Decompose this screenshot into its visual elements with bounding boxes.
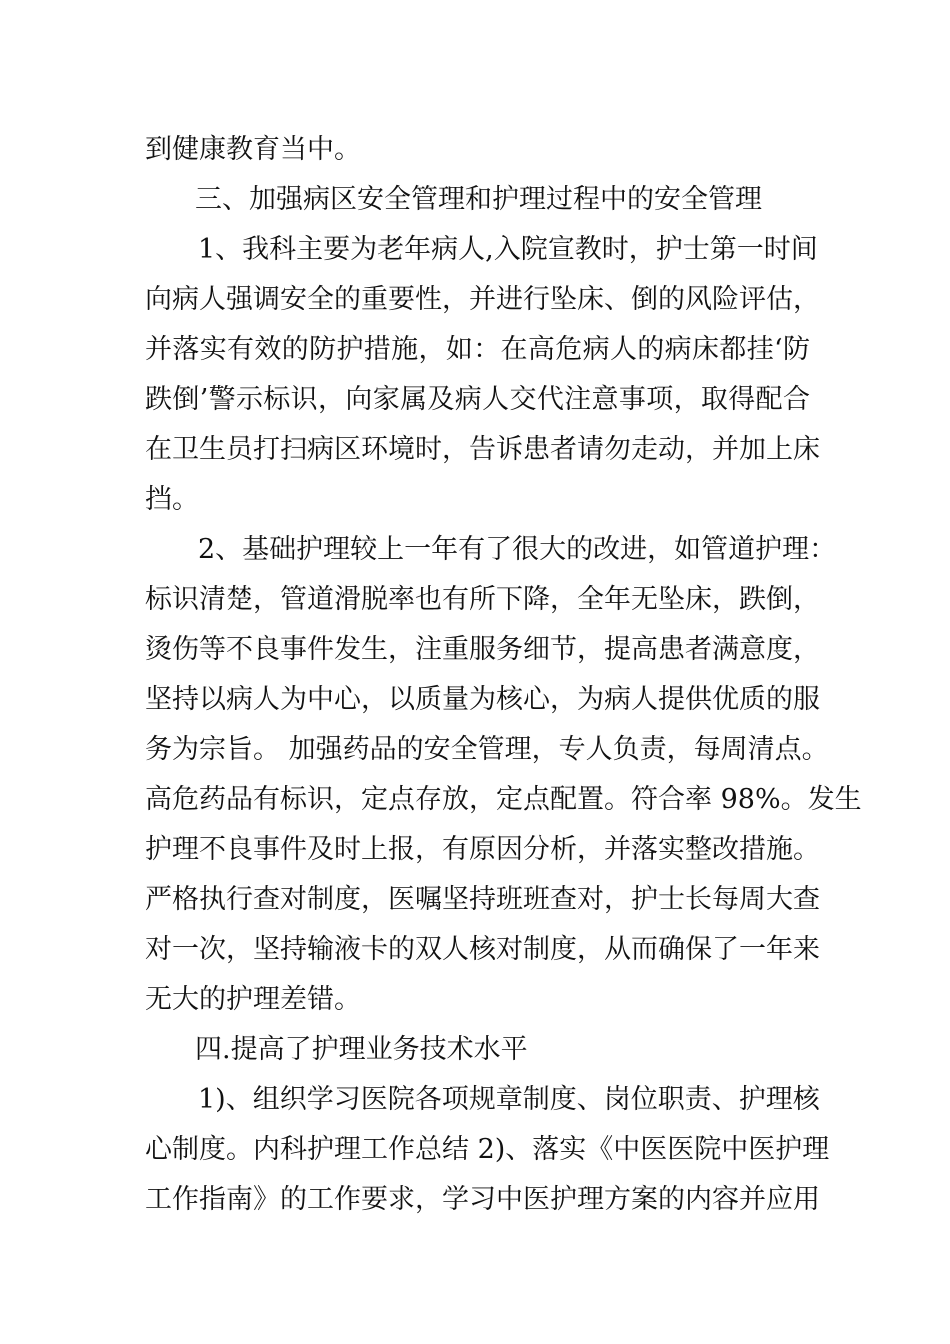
paragraph-line: 烫伤等不良事件发生，注重服务细节，提高患者满意度， bbox=[145, 634, 820, 665]
paragraph-line: 对一次，坚持输液卡的双人核对制度，从而确保了一年来 bbox=[145, 934, 820, 965]
paragraph-line: 跌倒’警示标识，向家属及病人交代注意事项，取得配合 bbox=[145, 384, 810, 415]
paragraph-line: 坚持以病人为中心，以质量为核心，为病人提供优质的服 bbox=[145, 684, 820, 715]
paragraph-line: 无大的护理差错。 bbox=[145, 984, 361, 1015]
paragraph-line: 工作指南》的工作要求，学习中医护理方案的内容并应用 bbox=[145, 1184, 820, 1215]
paragraph-line: 2、基础护理较上一年有了很大的改进，如管道护理： bbox=[198, 534, 837, 565]
section-heading-3: 三、加强病区安全管理和护理过程中的安全管理 bbox=[195, 184, 762, 215]
paragraph-line: 在卫生员打扫病区环境时，告诉患者请勿走动，并加上床 bbox=[145, 434, 820, 465]
paragraph-line: 向病人强调安全的重要性，并进行坠床、倒的风险评估， bbox=[145, 284, 820, 315]
paragraph-line: 高危药品有标识，定点存放，定点配置。符合率 98%。发生 bbox=[145, 784, 862, 815]
paragraph-line: 1、我科主要为老年病人,入院宣教时，护士第一时间 bbox=[198, 234, 818, 265]
paragraph-line: 心制度。内科护理工作总结 2)、落实《中医医院中医护理 bbox=[145, 1134, 830, 1165]
paragraph-line: 务为宗旨。 加强药品的安全管理，专人负责，每周清点。 bbox=[145, 734, 829, 765]
paragraph-line: 标识清楚，管道滑脱率也有所下降，全年无坠床，跌倒， bbox=[145, 584, 820, 615]
section-heading-4: 四.提高了护理业务技术水平 bbox=[195, 1034, 528, 1065]
paragraph-line: 挡。 bbox=[145, 484, 199, 515]
paragraph-line: 护理不良事件及时上报，有原因分析，并落实整改措施。 bbox=[145, 834, 820, 865]
paragraph-line: 严格执行查对制度，医嘱坚持班班查对，护士长每周大查 bbox=[145, 884, 820, 915]
paragraph-line: 并落实有效的防护措施，如：在高危病人的病床都挂‘防 bbox=[145, 334, 810, 365]
paragraph-line: 到健康教育当中。 bbox=[145, 134, 361, 165]
paragraph-line: 1)、组织学习医院各项规章制度、岗位职责、护理核 bbox=[198, 1084, 820, 1115]
